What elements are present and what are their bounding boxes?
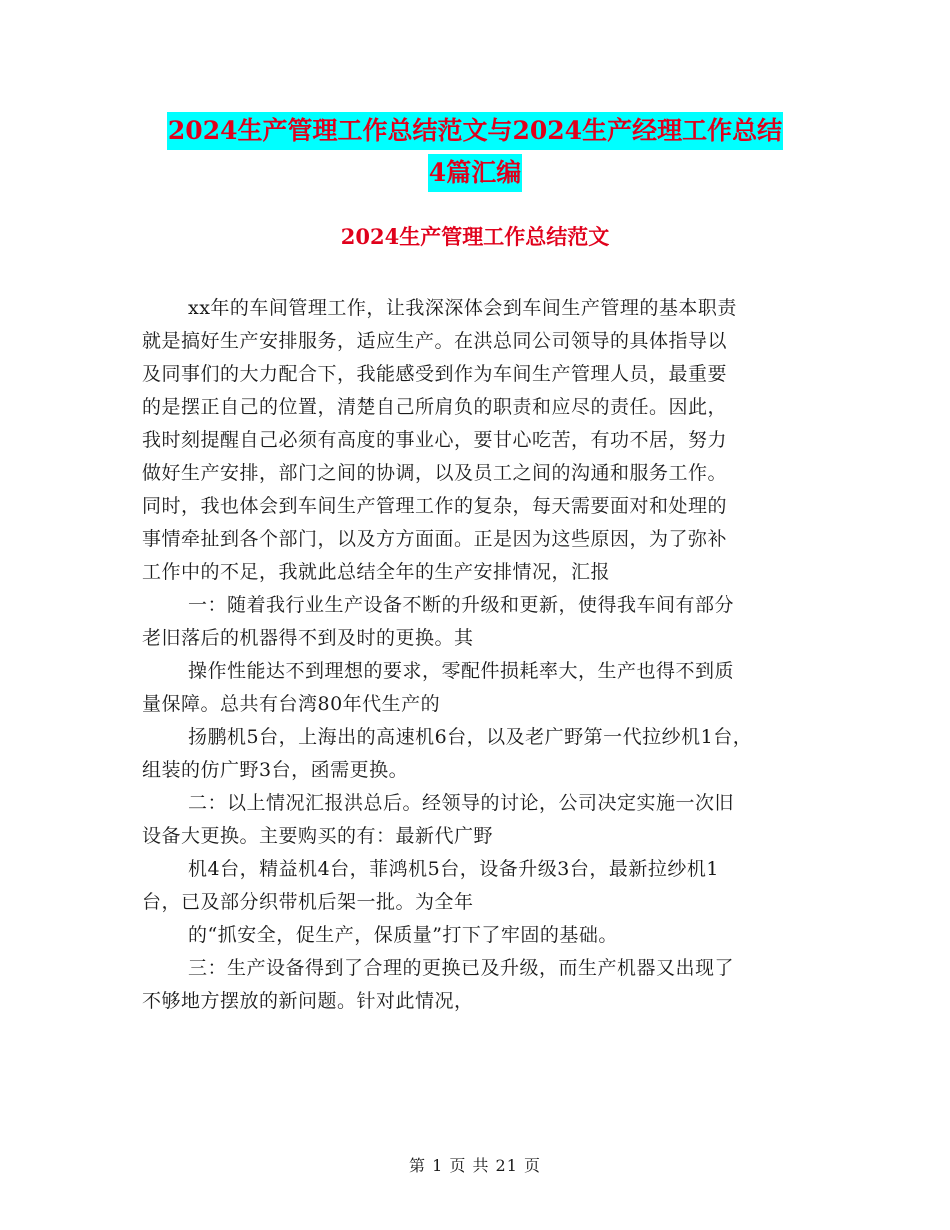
body-line: 的是摆正自己的位置，清楚自己所肩负的职责和应尽的责任。因此， bbox=[142, 396, 728, 418]
document-body bbox=[142, 292, 822, 1018]
body-line: 做好生产安排，部门之间的协调，以及员工之间的沟通和服务工作。 bbox=[142, 462, 728, 484]
body-line: 量保障。总共有台湾80年代生产的 bbox=[142, 693, 441, 715]
body-line: 不够地方摆放的新问题。针对此情况， bbox=[142, 990, 474, 1012]
body-line: 的“抓安全，促生产，保质量”打下了牢固的基础。 bbox=[188, 924, 618, 946]
body-line: xx年的车间管理工作，让我深深体会到车间生产管理的基本职责 bbox=[188, 297, 737, 319]
body-line: 机4台，精益机4台，菲鸿机5台，设备升级3台，最新拉纱机1 bbox=[188, 858, 719, 880]
body-line: 组装的仿广野3台，函需更换。 bbox=[142, 759, 409, 781]
document-title bbox=[0, 112, 950, 192]
body-line: 及同事们的大力配合下，我能感受到作为车间生产管理人员，最重要 bbox=[142, 363, 728, 385]
body-line: 三：生产设备得到了合理的更换已及升级，而生产机器又出现了 bbox=[188, 957, 735, 979]
body-line: 台，已及部分织带机后架一批。为全年 bbox=[142, 891, 474, 913]
body-line: 二：以上情况汇报洪总后。经领导的讨论，公司决定实施一次旧 bbox=[188, 792, 735, 814]
body-line: 老旧落后的机器得不到及时的更换。其 bbox=[142, 627, 474, 649]
body-line: 一：随着我行业生产设备不断的升级和更新，使得我车间有部分 bbox=[188, 594, 735, 616]
body-line: 就是搞好生产安排服务，适应生产。在洪总同公司领导的具体指导以 bbox=[142, 330, 728, 352]
page-footer: 第 1 页 共 21 页 bbox=[409, 1156, 541, 1175]
body-line: 同时，我也体会到车间生产管理工作的复杂，每天需要面对和处理的 bbox=[142, 495, 728, 517]
body-line: 设备大更换。主要购买的有：最新代广野 bbox=[142, 825, 494, 847]
body-line: 工作中的不足，我就此总结全年的生产安排情况，汇报 bbox=[142, 561, 611, 583]
body-line: 扬鹏机5台，上海出的高速机6台，以及老广野第一代拉纱机1台， bbox=[188, 726, 753, 748]
body-line: 事情牵扯到各个部门，以及方方面面。正是因为这些原因，为了弥补 bbox=[142, 528, 728, 550]
section-title: 2024生产管理工作总结范文 bbox=[340, 224, 610, 249]
body-line: 操作性能达不到理想的要求，零配件损耗率大，生产也得不到质 bbox=[188, 660, 735, 682]
title-line-1: 2024生产管理工作总结范文与2024生产经理工作总结 bbox=[167, 112, 783, 150]
body-line: 我时刻提醒自己必须有高度的事业心，要甘心吃苦，有功不居，努力 bbox=[142, 429, 728, 451]
title-line-2: 4篇汇编 bbox=[428, 154, 522, 192]
